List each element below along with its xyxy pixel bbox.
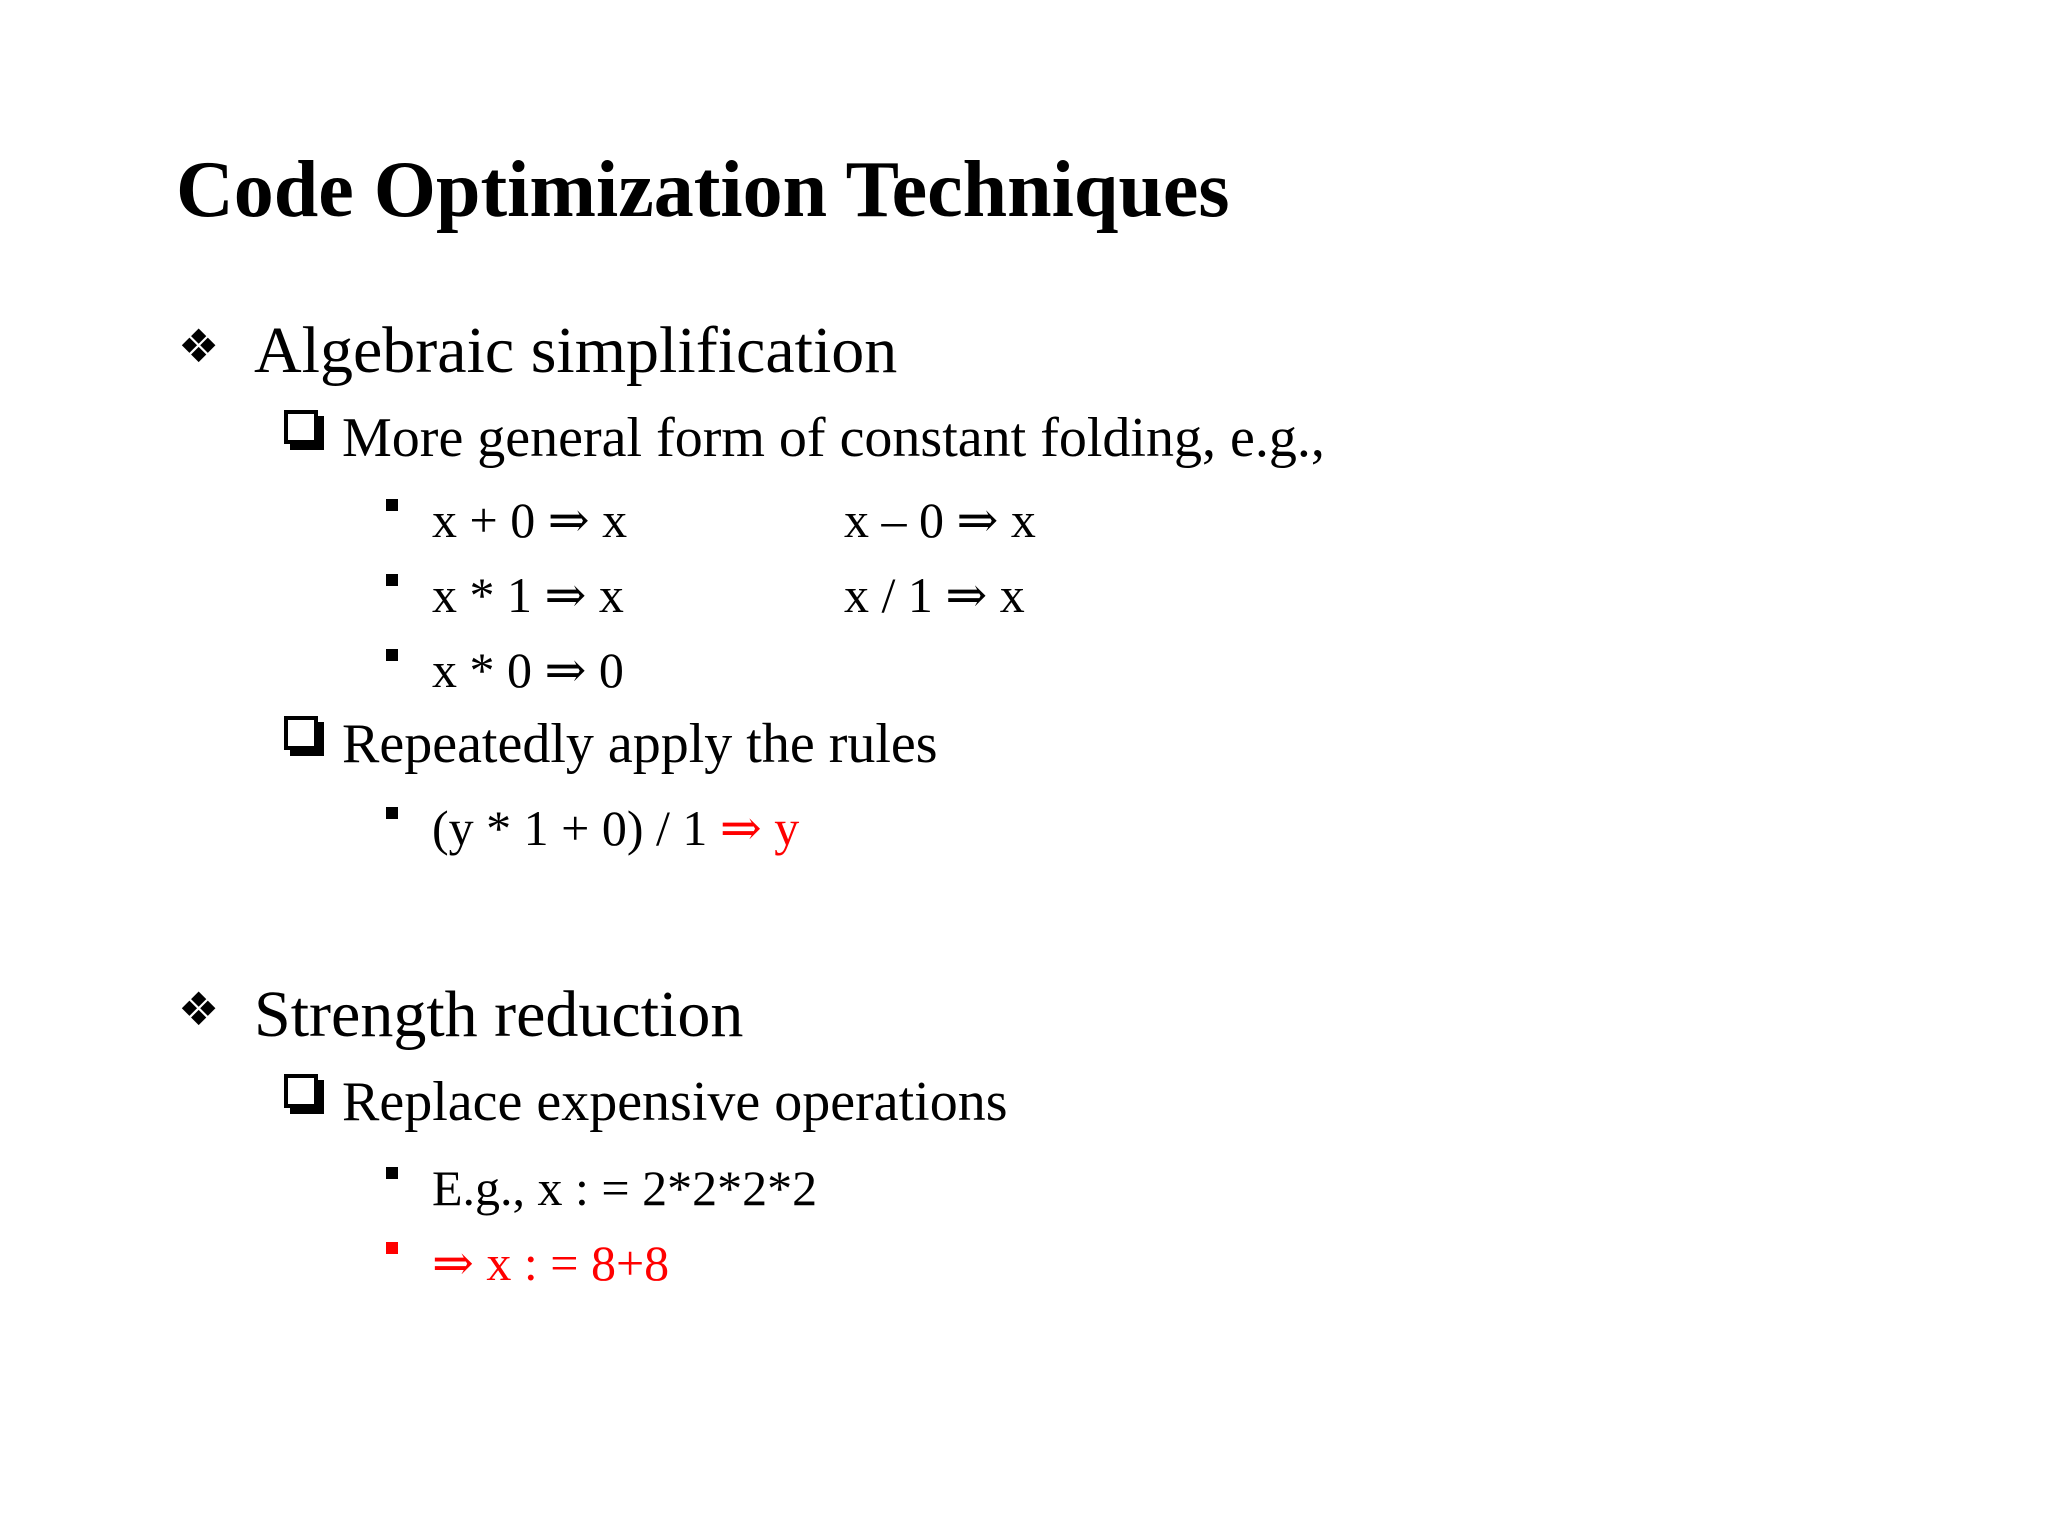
square-bullet-icon	[386, 1242, 398, 1254]
example-result: ⇒ y	[719, 800, 800, 856]
hollow-box-bullet-icon	[284, 1074, 318, 1108]
square-bullet-icon	[386, 1167, 398, 1179]
rule-left: x * 1 ⇒ x	[432, 567, 624, 623]
rule-right: x – 0 ⇒ x	[844, 492, 1036, 548]
rule-left: x * 0 ⇒ 0	[432, 642, 624, 698]
section-heading-strength: Strength reduction	[254, 978, 744, 1051]
hollow-box-bullet-icon	[284, 410, 318, 444]
square-bullet-icon	[386, 574, 398, 586]
example-expression	[432, 800, 800, 856]
rule-right: x / 1 ⇒ x	[844, 567, 1025, 623]
strength-result: ⇒ x : = 8+8	[432, 1235, 670, 1291]
square-bullet-icon	[386, 499, 398, 511]
slide-title: Code Optimization Techniques	[176, 146, 1230, 234]
hollow-box-bullet-icon	[284, 716, 318, 750]
square-bullet-icon	[386, 807, 398, 819]
section-heading-algebraic: Algebraic simplification	[254, 314, 898, 387]
four-diamonds-icon: ❖	[178, 319, 220, 373]
four-diamonds-icon: ❖	[178, 982, 220, 1036]
sub-item-replace-expensive: Replace expensive operations	[342, 1071, 1008, 1133]
example-prefix: (y * 1 + 0) / 1	[432, 800, 720, 856]
square-bullet-icon	[386, 649, 398, 661]
sub-item-repeatedly-apply: Repeatedly apply the rules	[342, 713, 938, 775]
strength-example: E.g., x : = 2*2*2*2	[432, 1160, 818, 1216]
rule-left: x + 0 ⇒ x	[432, 492, 628, 548]
sub-item-constant-folding: More general form of constant folding, e.g.,	[342, 407, 1325, 469]
